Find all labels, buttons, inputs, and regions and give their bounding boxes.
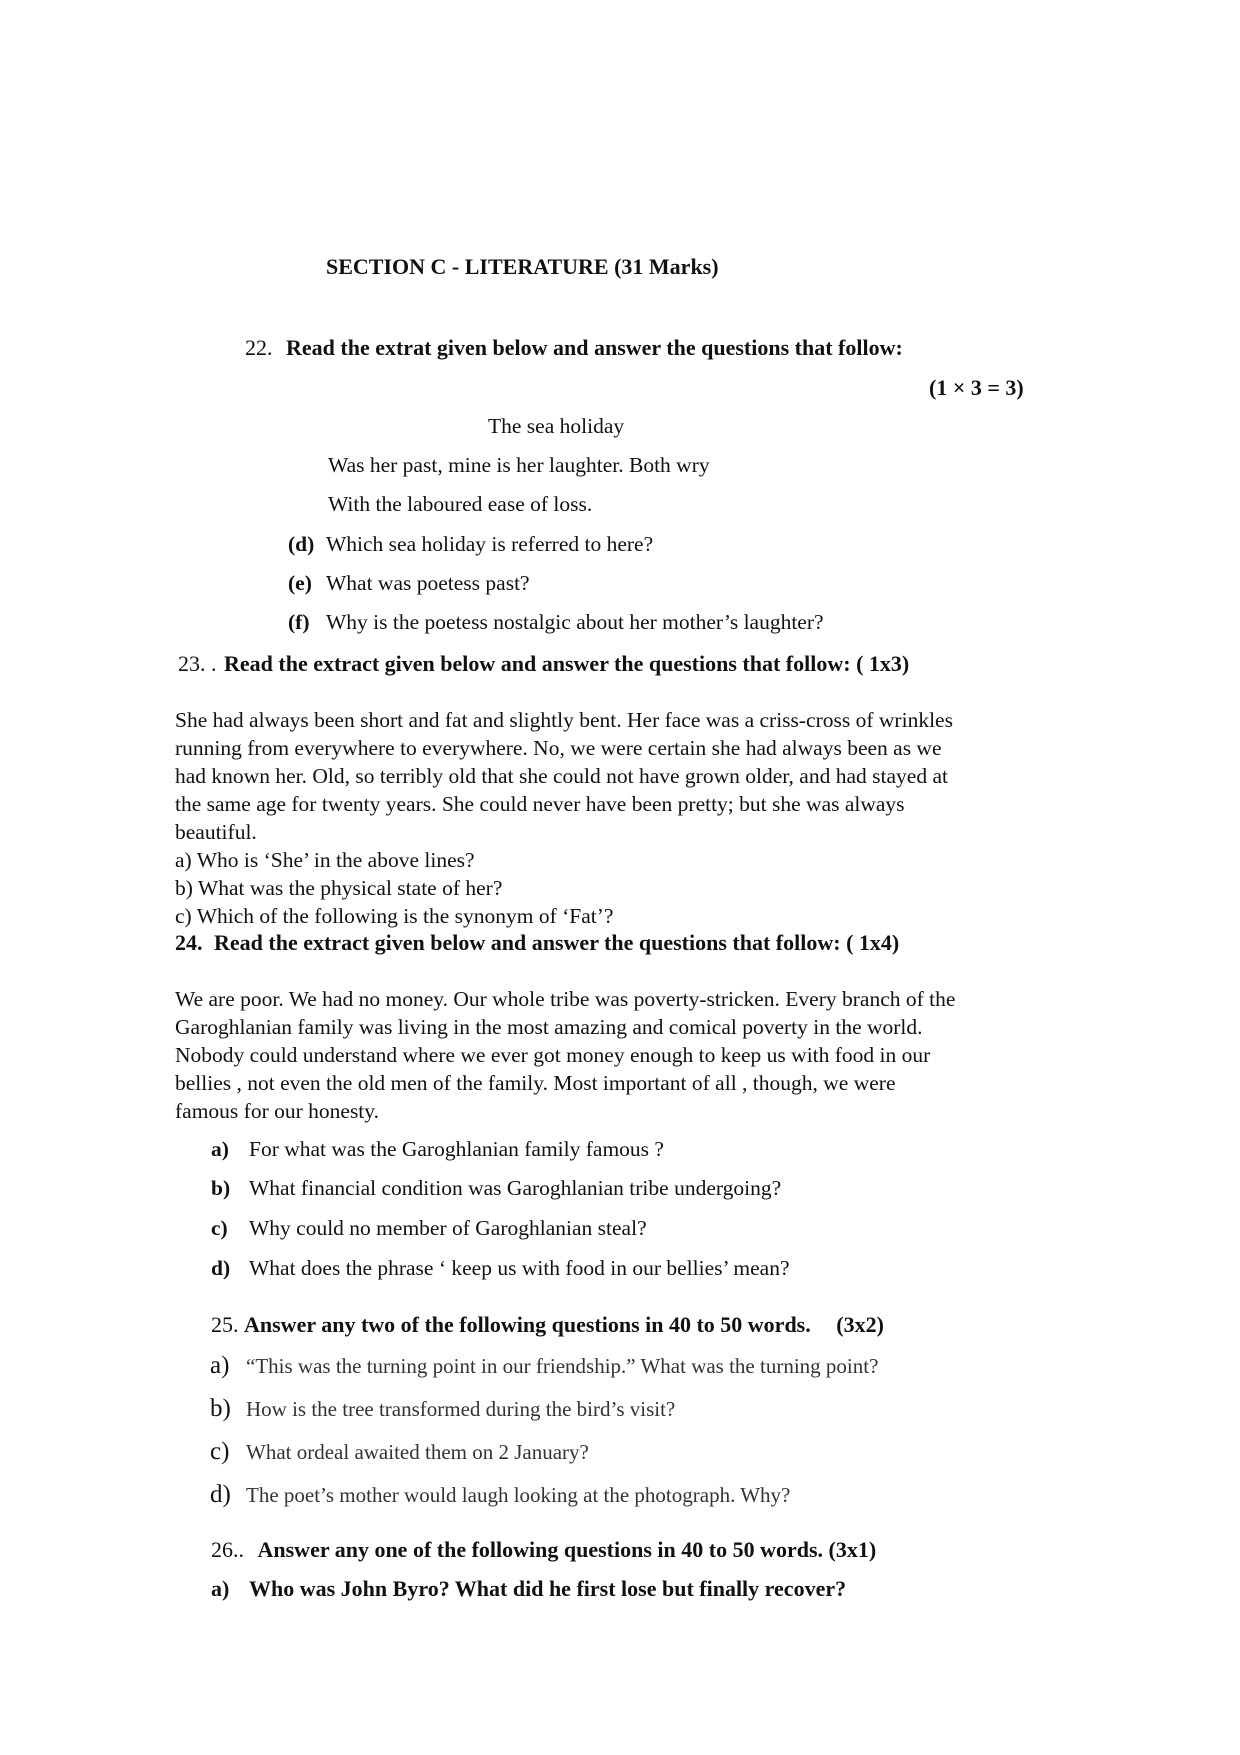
q25-question-text: “This was the turning point in our friendship.” What was the turning point?	[246, 1354, 879, 1378]
q23-question-b: b) What was the physical state of her?	[175, 876, 503, 900]
q25-question-text: The poet’s mother would laugh looking at the photograph. Why?	[246, 1483, 791, 1507]
q22-marks: (1 × 3 = 3)	[929, 375, 1024, 400]
q22-question-e	[288, 571, 530, 596]
q25-question-letter: c)	[210, 1438, 230, 1465]
passage-line: the same age for twenty years. She could never have been pretty; but she was always	[175, 792, 905, 816]
passage-line: famous for our honesty.	[175, 1099, 380, 1123]
q23-question-a: a) Who is ‘She’ in the above lines?	[175, 848, 475, 872]
q23-instruction: Read the extract given below and answer the questions that follow: ( 1x3)	[224, 651, 910, 676]
q25-question-text: How is the tree transformed during the bird’s visit?	[246, 1397, 676, 1421]
section-title: SECTION C - LITERATURE (31 Marks)	[326, 254, 719, 279]
q25-instruction: Answer any two of the following questions in 40 to 50 words.	[244, 1312, 811, 1337]
q25-header	[211, 1312, 884, 1338]
q23-header	[178, 651, 909, 677]
q22-block	[245, 335, 903, 361]
q24-number: 24.	[175, 930, 203, 955]
q22-question-letter: (e)	[288, 571, 312, 595]
q22-instruction: Read the extrat given below and answer the questions that follow:	[286, 335, 903, 360]
q26-header	[211, 1537, 876, 1563]
passage-line: bellies , not even the old men of the family. Most important of all , though, we were	[175, 1071, 896, 1095]
passage-line: She had always been short and fat and slightly bent. Her face was a criss-cross of wrinkles	[175, 708, 953, 732]
passage-line: Garoghlanian family was living in the most amazing and comical poverty in the world.	[175, 1015, 923, 1039]
q22-extract-line-3: With the laboured ease of loss.	[328, 492, 593, 516]
q24-question-text: Why could no member of Garoghlanian steal?	[249, 1216, 647, 1240]
q22-question-text: What was poetess past?	[326, 571, 530, 595]
q24-question-c	[211, 1216, 647, 1241]
passage-line: We are poor. We had no money. Our whole tribe was poverty-stricken. Every branch of the	[175, 987, 956, 1011]
q26-question-text: Who was John Byro? What did he first lose but finally recover?	[249, 1576, 847, 1601]
q23-number: 23. .	[178, 651, 217, 676]
q25-question-letter: d)	[210, 1481, 231, 1508]
q25-question-c	[210, 1438, 589, 1466]
q26-instruction: Answer any one of the following questions in 40 to 50 words. (3x1)	[257, 1537, 877, 1562]
q24-question-text: What financial condition was Garoghlanian tribe undergoing?	[249, 1176, 782, 1200]
q24-question-letter: d)	[211, 1256, 231, 1280]
q24-question-b	[211, 1176, 781, 1201]
q25-question-text: What ordeal awaited them on 2 January?	[246, 1440, 589, 1464]
q24-question-a	[211, 1137, 664, 1162]
q22-question-f	[288, 610, 824, 635]
q23-question-c: c) Which of the following is the synonym of ‘Fat’?	[175, 904, 614, 928]
q24-question-letter: b)	[211, 1176, 231, 1200]
q22-question-text: Why is the poetess nostalgic about her mother’s laughter?	[326, 610, 824, 634]
q22-question-text: Which sea holiday is referred to here?	[326, 532, 654, 556]
passage-line: had known her. Old, so terribly old that she could not have grown older, and had stayed at	[175, 764, 948, 788]
q22-extract-line-1: The sea holiday	[488, 414, 625, 438]
q25-question-letter: b)	[210, 1395, 231, 1422]
q24-instruction: Read the extract given below and answer the questions that follow: ( 1x4)	[214, 930, 900, 955]
q24-question-text: For what was the Garoghlanian family famous ?	[249, 1137, 664, 1161]
q24-question-letter: a)	[211, 1137, 229, 1161]
q22-question-letter: (d)	[288, 532, 315, 556]
q25-question-b	[210, 1395, 675, 1423]
q24-question-d	[211, 1256, 790, 1281]
q24-passage	[175, 985, 1095, 1125]
q24-header	[175, 930, 899, 956]
q25-number: 25.	[211, 1312, 239, 1337]
passage-line: Nobody could understand where we ever got money enough to keep us with food in our	[175, 1043, 931, 1067]
passage-line: running from everywhere to everywhere. No, we were certain she had always been as we	[175, 736, 942, 760]
q22-number: 22.	[245, 335, 273, 360]
passage-line: beautiful.	[175, 820, 257, 844]
q26-question-a	[211, 1576, 846, 1602]
q24-question-text: What does the phrase ‘ keep us with food in our bellies’ mean?	[249, 1256, 790, 1280]
q22-question-letter: (f)	[288, 610, 310, 634]
q23-passage	[175, 706, 1095, 930]
q24-question-letter: c)	[211, 1216, 228, 1240]
q25-marks: (3x2)	[836, 1312, 884, 1337]
q26-question-letter: a)	[211, 1576, 230, 1601]
q22-extract-line-2: Was her past, mine is her laughter. Both wry	[328, 453, 710, 477]
q22-question-d	[288, 532, 653, 557]
q25-question-a	[210, 1352, 878, 1380]
q26-number: 26..	[211, 1537, 244, 1562]
q25-question-letter: a)	[210, 1352, 230, 1379]
q25-question-d	[210, 1481, 790, 1509]
